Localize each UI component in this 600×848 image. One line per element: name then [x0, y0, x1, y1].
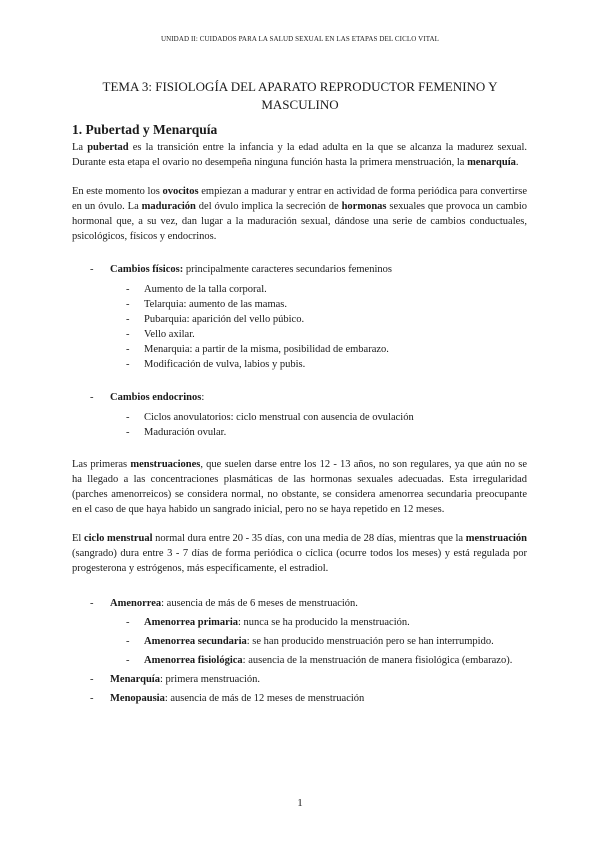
term-pubertad: pubertad [87, 142, 129, 153]
list-item-amenorrea: - Amenorrea: ausencia de más de 6 meses de menstruación. [90, 598, 358, 609]
term-menarquia: menarquía [467, 157, 516, 168]
paragraph-ciclo-menstrual: El ciclo menstrual normal dura entre 20 - 35 días, con una media de 28 días, mientras que la menstruación (sangrado) dura entre 3 - 7 días de forma periódica o cíclica (ocurre todos los meses) y está regulada por progesterona y estrógenos, más específicamente, el estradiol. [72, 533, 527, 574]
list-item: - Aumento de la talla corporal. [126, 284, 267, 295]
list-item-amenorrea-fisiologica: - Amenorrea fisiológica: ausencia de la menstruación de manera fisiológica (embarazo). [126, 655, 513, 666]
term-ovocitos: ovocitos [162, 186, 199, 197]
section-heading: 1. Pubertad y Menarquía [72, 122, 218, 137]
title-line-1: TEMA 3: FISIOLOGÍA DEL APARATO REPRODUCTOR FEMENINO Y [102, 79, 498, 94]
list-item: - Modificación de vulva, labios y pubis. [126, 359, 306, 370]
list-item-menopausia: - Menopausia: ausencia de más de 12 meses de menstruación [90, 693, 365, 704]
list-item: - Menarquia: a partir de la misma, posibilidad de embarazo. [126, 344, 389, 355]
list-item-menarquia: - Menarquía: primera menstruación. [90, 674, 260, 685]
paragraph-menstruaciones: Las primeras menstruaciones, que suelen darse entre los 12 - 13 años, no son regulares, ya que aún no se ha llegado a las concentraciones plasmáticas de las hormonas sexuales adecuadas. Esta irregularidad (parches amenorreicos) se considera normal, no obstante, se considera amenorrea secundaria preocupante en el caso de que haya habido un sangrado inicial, pero no se haya repetido en 12 meses. [72, 459, 527, 515]
term-menstruacion: menstruación [465, 533, 527, 544]
changes-list [72, 262, 527, 440]
running-header: UNIDAD II: CUIDADOS PARA LA SALUD SEXUAL EN LAS ETAPAS DEL CICLO VITAL [160, 35, 440, 43]
main-content [72, 122, 527, 708]
list-item: - Telarquia: aumento de las mamas. [126, 299, 288, 310]
paragraph-ovocitos: En este momento los ovocitos empiezan a madurar y entrar en actividad de forma periódica para convertirse en un óvulo. La maduración del óvulo implica la secreción de hormonas sexuales que provoca un cambio hormonal que, a su vez, dan lugar a la maduración sexual, dándose una serie de cambios conductuales, psicológicos, físicos y endocrinos. [72, 186, 528, 242]
definitions-list [72, 594, 527, 708]
list-item-cambios-endocrinos: - Cambios endocrinos: [90, 392, 205, 403]
term-ciclo-menstrual: ciclo menstrual [83, 533, 153, 544]
list-item: - Maduración ovular. [126, 427, 227, 438]
list-item: - Ciclos anovulatorios: ciclo menstrual con ausencia de ovulación [126, 412, 414, 423]
list-item-amenorrea-secundaria: - Amenorrea secundaria: se han producido menstruación pero se han interrumpido. [126, 636, 494, 647]
term-maduracion: maduración [141, 201, 196, 212]
list-item-cambios-fisicos: - Cambios físicos: principalmente caracteres secundarios femeninos [90, 264, 392, 275]
paragraph-pubertad: La pubertad es la transición entre la infancia y la edad adulta en la que se alcanza la madurez sexual. Durante esta etapa el ovario no desempeña ninguna función hasta la primera menstruación, la menarquía. [72, 142, 527, 168]
term-menstruaciones: menstruaciones [130, 459, 201, 470]
list-item-amenorrea-primaria: - Amenorrea primaria: nunca se ha producido la menstruación. [126, 617, 410, 628]
title-line-2: MASCULINO [261, 97, 339, 112]
page-number: 1 [297, 797, 303, 809]
list-item: - Pubarquia: aparición del vello púbico. [126, 314, 305, 325]
list-item: - Vello axilar. [126, 329, 195, 340]
page-title [80, 78, 520, 114]
term-hormonas: hormonas [341, 201, 387, 212]
